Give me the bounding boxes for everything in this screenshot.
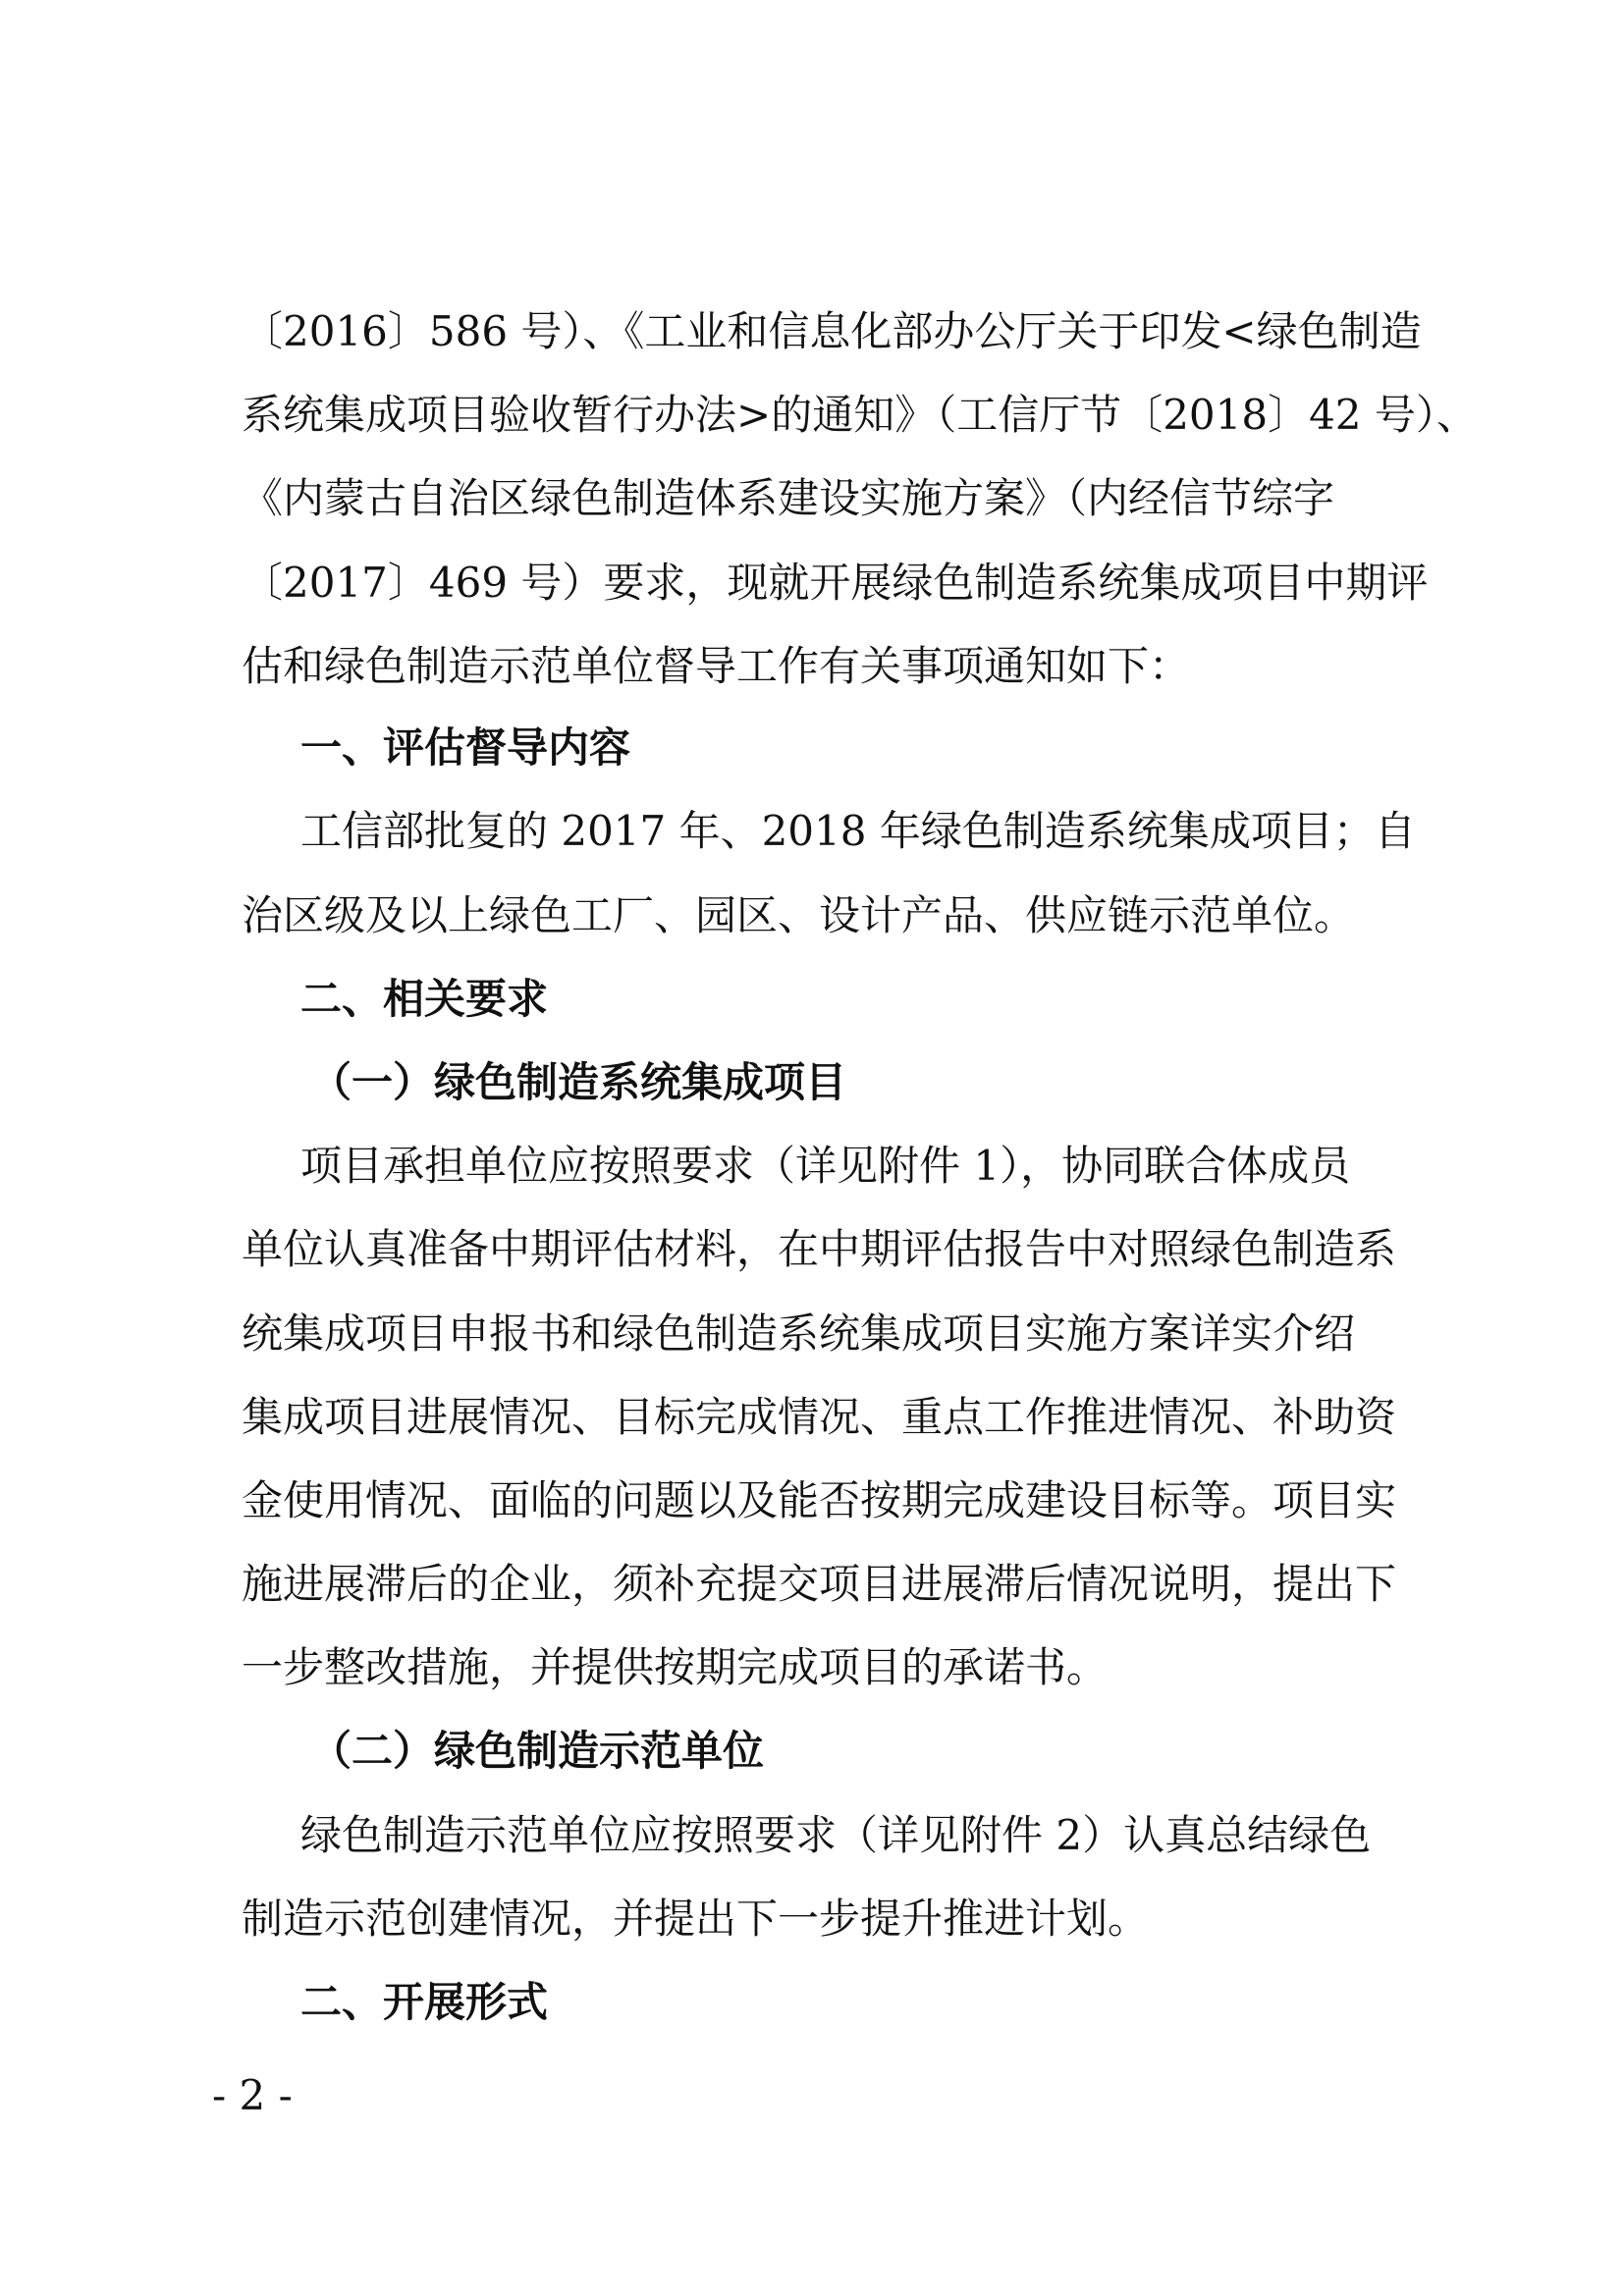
subsection-heading: （二）绿色制造示范单位 bbox=[310, 1727, 765, 1775]
page-number: - 2 - bbox=[212, 2071, 293, 2119]
body-text-line: 《内蒙古自治区绿色制造体系建设实施方案》（内经信节综字 bbox=[242, 474, 1335, 522]
body-text-line: 工信部批复的 2017 年、2018 年绿色制造系统集成项目；自 bbox=[300, 807, 1416, 855]
body-text-line: 治区级及以上绿色工厂、园区、设计产品、供应链示范单位。 bbox=[242, 891, 1356, 939]
section-heading: 一、评估督导内容 bbox=[300, 723, 631, 772]
section-heading: 二、开展形式 bbox=[300, 1978, 549, 2026]
body-text-line: 制造示范创建情况，并提出下一步提升推进计划。 bbox=[242, 1895, 1150, 1943]
body-text-line: 施进展滞后的企业，须补充提交项目进展滞后情况说明，提出下 bbox=[242, 1560, 1397, 1608]
subsection-heading: （一）绿色制造系统集成项目 bbox=[310, 1058, 847, 1106]
body-text-line: 系统集成项目验收暂行办法>的通知》（工信厅节〔2018〕42 号）、 bbox=[242, 391, 1478, 439]
body-text-line: 项目承担单位应按照要求（详见附件 1），协同联合体成员 bbox=[300, 1142, 1351, 1190]
body-text-line: 绿色制造示范单位应按照要求（详见附件 2）认真总结绿色 bbox=[300, 1811, 1372, 1859]
body-text-line: 统集成项目申报书和绿色制造系统集成项目实施方案详实介绍 bbox=[242, 1309, 1356, 1358]
body-text-line: 金使用情况、面临的问题以及能否按期完成建设目标等。项目实 bbox=[242, 1476, 1397, 1524]
body-text-line: 〔2017〕469 号）要求，现就开展绿色制造系统集成项目中期评 bbox=[242, 559, 1429, 607]
body-text-line: 单位认真准备中期评估材料，在中期评估报告中对照绿色制造系 bbox=[242, 1225, 1397, 1273]
body-text-line: 集成项目进展情况、目标完成情况、重点工作推进情况、补助资 bbox=[242, 1393, 1397, 1441]
body-text-line: 一步整改措施，并提供按期完成项目的承诺书。 bbox=[242, 1643, 1109, 1691]
body-text-line: 估和绿色制造示范单位督导工作有关事项通知如下： bbox=[242, 642, 1191, 690]
section-heading: 二、相关要求 bbox=[300, 975, 549, 1023]
body-text-line: 〔2016〕586 号）、《工业和信息化部办公厅关于印发<绿色制造 bbox=[242, 307, 1422, 355]
